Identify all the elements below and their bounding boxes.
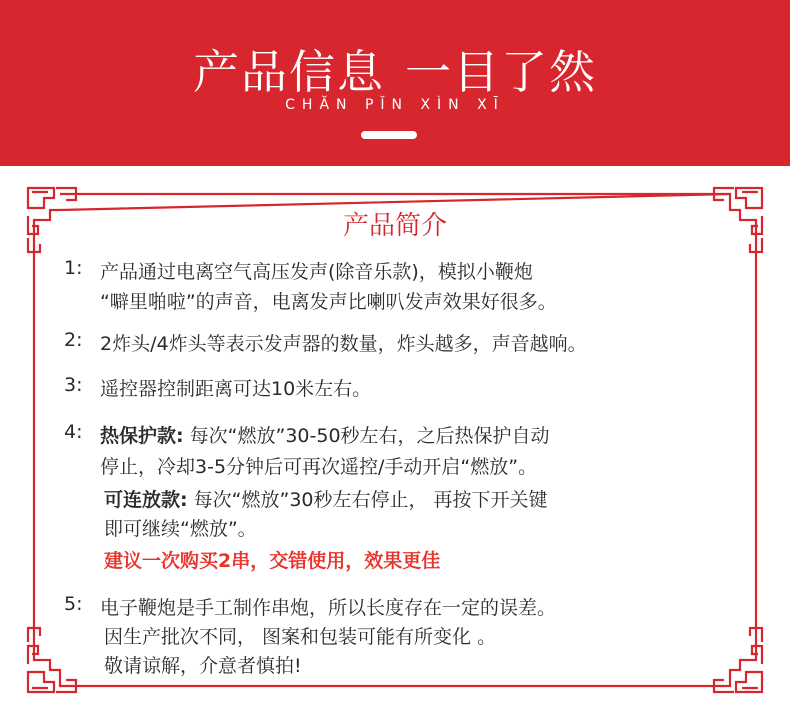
continuous-label: 可连放款: bbox=[104, 489, 188, 511]
page-title: 产品信息 一目了然 bbox=[193, 45, 597, 99]
item-2-number: 2: bbox=[64, 329, 83, 351]
item-5-number: 5: bbox=[64, 593, 83, 615]
item-1-number: 1: bbox=[64, 257, 83, 279]
item-1-line-1: 产品通过电离空气高压发声(除音乐款)，模拟小鞭炮 bbox=[100, 261, 533, 283]
pinyin-subtitle: CHĂN PĬN XÌN XĪ bbox=[285, 97, 505, 113]
item-4-line-1: 热保护款: 每次“燃放”30-50秒左右，之后热保护自动 bbox=[100, 425, 550, 447]
item-2-line-1: 2炸头/4炸头等表示发声器的数量，炸头越多，声音越响。 bbox=[100, 333, 587, 355]
item-4b-line-2: 即可继续“燃放”。 bbox=[104, 518, 257, 540]
item-4b-line-1: 可连放款: 每次“燃放”30秒左右停止， 再按下开关键 bbox=[104, 489, 548, 511]
section-title: 产品简介 bbox=[342, 211, 447, 241]
title-divider bbox=[361, 131, 417, 139]
item-1-line-2: “噼里啪啦”的声音，电离发声比喇叭发声效果好很多。 bbox=[100, 291, 557, 313]
purchase-tip: 建议一次购买2串，交错使用，效果更佳 bbox=[104, 550, 441, 572]
item-4-number: 4: bbox=[64, 421, 83, 443]
item-3-number: 3: bbox=[64, 374, 83, 396]
item-3-line-1: 遥控器控制距离可达10米左右。 bbox=[100, 378, 372, 400]
thermal-protection-label: 热保护款: bbox=[100, 425, 184, 447]
item-4-line-2: 停止，冷却3-5分钟后可再次遥控/手动开启“燃放”。 bbox=[100, 456, 538, 478]
item-5-line-3: 敬请谅解，介意者慎拍! bbox=[104, 655, 302, 677]
item-5-line-2: 因生产批次不同， 图案和包装可能有所变化 。 bbox=[104, 626, 497, 648]
item-5-line-1: 电子鞭炮是手工制作串炮，所以长度存在一定的误差。 bbox=[100, 597, 557, 619]
